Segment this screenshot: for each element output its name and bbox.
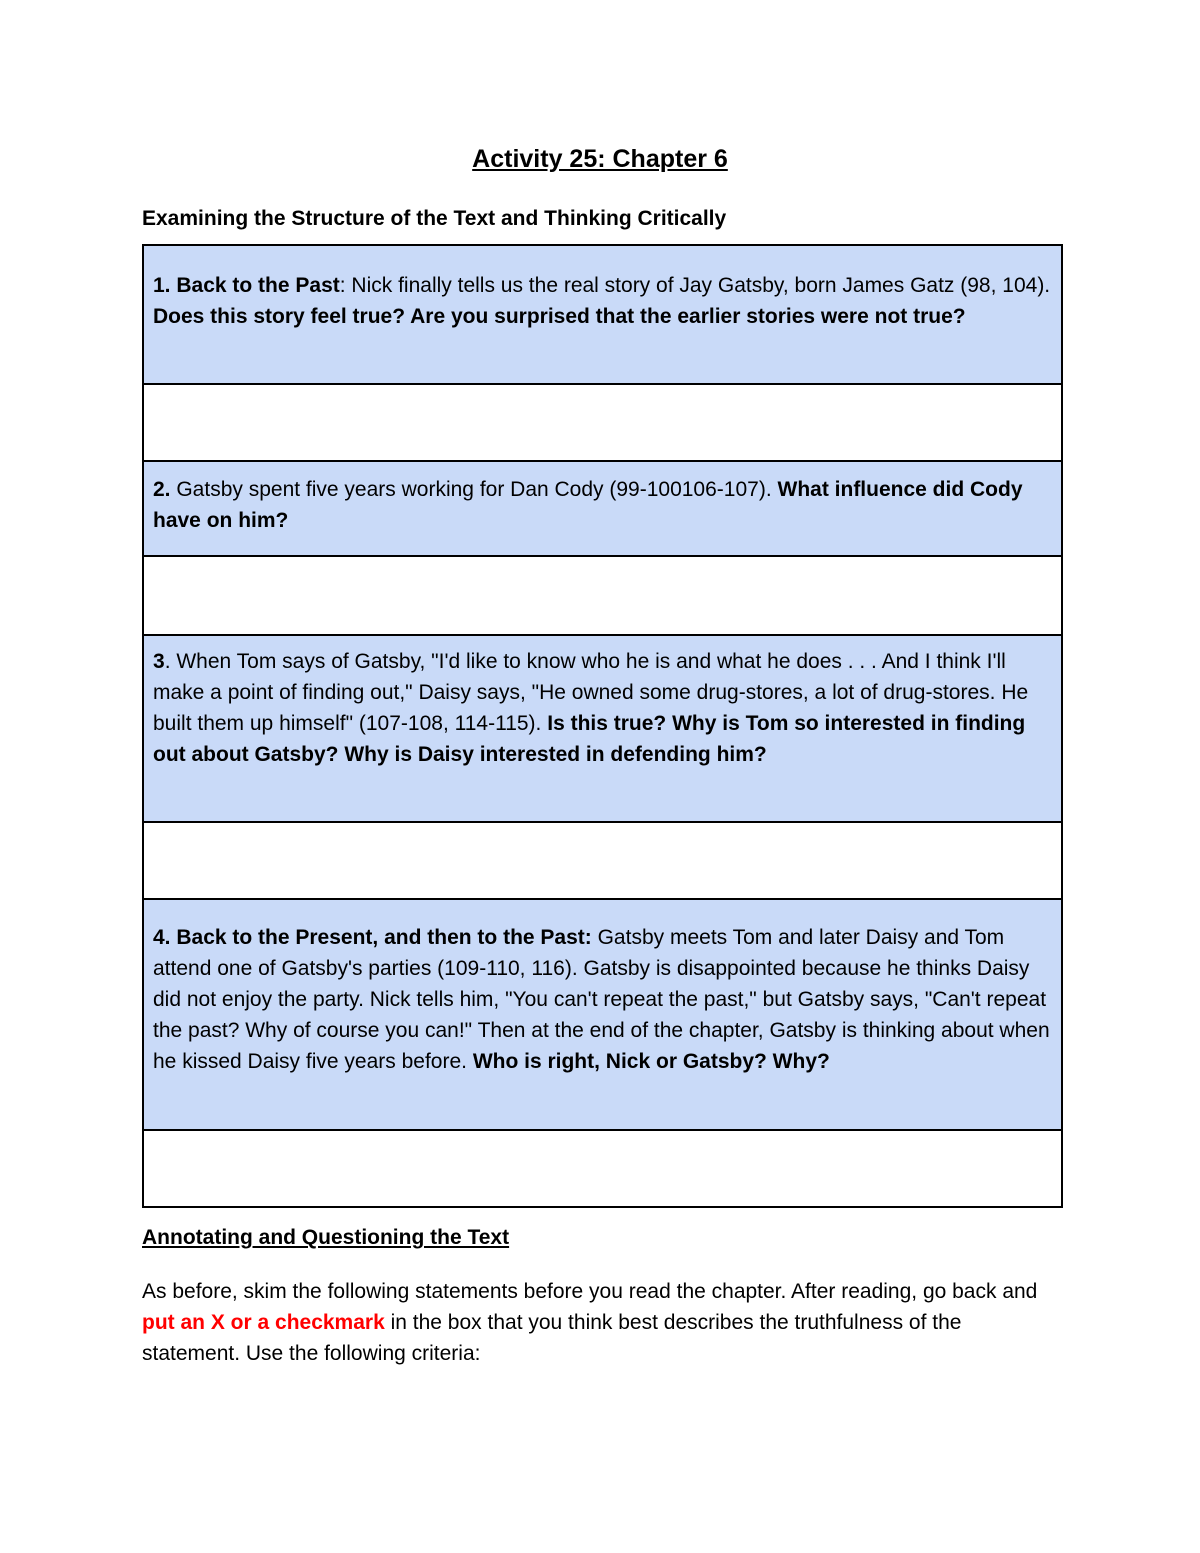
question-lead: Back to the Past [170, 274, 340, 297]
question-body: : Nick finally tells us the real story of Jay Gatsby, born James Gatz (98, 104). [339, 274, 1051, 297]
instructions-text-end: in the box that you think best describes the truthfulness of the statement. Use the following criteria: [142, 1311, 962, 1365]
question-prompt: Does this story feel true? Are you surprised that the earlier stories were not true? [153, 305, 966, 328]
page-title: Activity 25: Chapter 6 [472, 145, 728, 173]
question-lead: Back to the Present, and then to the Past: [170, 926, 592, 949]
question-number: 2. [153, 478, 171, 501]
question-text [144, 462, 1061, 536]
question-row [143, 461, 1062, 556]
section-heading-annotating: Annotating and Questioning the Text [142, 1226, 510, 1249]
answer-row [143, 822, 1062, 899]
question-cell [143, 461, 1062, 556]
question-prompt: Is this true? Why is Tom so interested in finding out about Gatsby? Why is Daisy interested in defending him? [153, 712, 1026, 766]
question-row [143, 899, 1062, 1130]
answer-row [143, 556, 1062, 635]
question-row [143, 635, 1062, 822]
answer-box[interactable] [143, 556, 1062, 635]
section-heading-structure: Examining the Structure of the Text and Thinking Critically [142, 207, 727, 230]
question-prompt: What influence did Cody have on him? [153, 478, 1023, 532]
answer-row [143, 384, 1062, 461]
question-text [144, 636, 1061, 770]
question-body: Gatsby meets Tom and later Daisy and Tom attend one of Gatsby's parties (109-110, 116). Gatsby is disappointed because he thinks Daisy did not enjoy the party. Nick tells him, "You can't repeat the past," but Gatsby says, "Can't repeat the past? Why of course you can!" Then at the end of the chapter, Gatsby is thinking about when he kissed Daisy five years before. [153, 926, 1050, 1073]
answer-box[interactable] [143, 822, 1062, 899]
question-cell [143, 245, 1062, 384]
question-body: . When Tom says of Gatsby, "I'd like to know who he is and what he does . . . And I think I'll make a point of finding out," Daisy says, "He owned some drug-stores, a lot of drug-stores. He built them up himself" (107-108, 114-115). [153, 650, 1029, 735]
question-cell [143, 635, 1062, 822]
answer-box[interactable] [143, 1130, 1062, 1207]
question-prompt: Who is right, Nick or Gatsby? Why? [472, 1050, 830, 1073]
instructions-highlight: put an X or a checkmark [142, 1311, 385, 1334]
question-cell [143, 899, 1062, 1130]
question-row [143, 245, 1062, 384]
question-text [144, 246, 1061, 332]
question-text [144, 900, 1061, 1077]
answer-box[interactable] [143, 384, 1062, 461]
questions-table [142, 244, 1063, 1208]
instructions-paragraph [142, 1276, 1061, 1369]
question-number: 4. [153, 926, 171, 949]
instructions-text-start: As before, skim the following statements before you read the chapter. After reading, go back and [142, 1280, 1038, 1303]
question-number: 1. [153, 274, 171, 297]
question-body: Gatsby spent five years working for Dan Cody (99-100106-107). [170, 478, 778, 501]
question-number: 3 [153, 650, 165, 673]
answer-row [143, 1130, 1062, 1207]
